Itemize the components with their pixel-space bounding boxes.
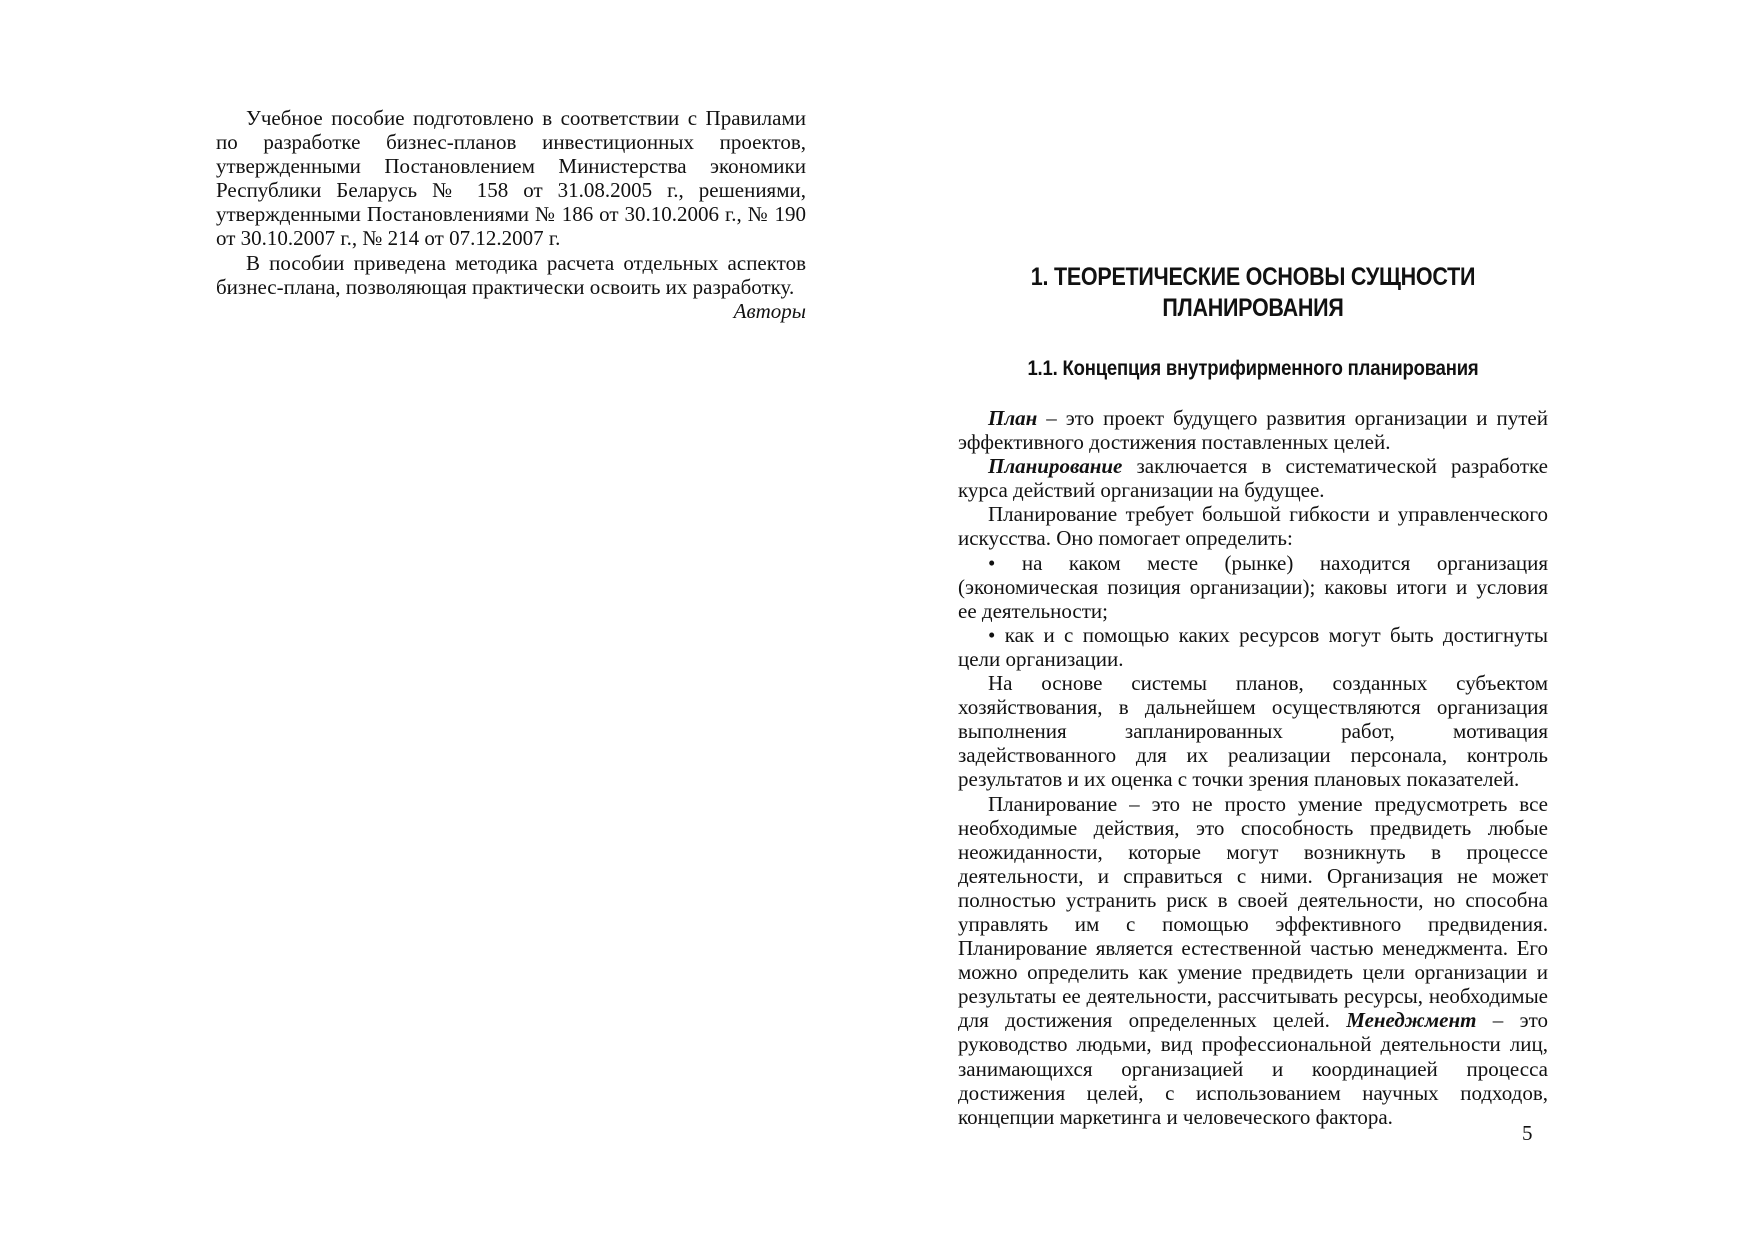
right-page: [958, 262, 1548, 1129]
authors-signature: Авторы: [733, 298, 806, 323]
definition-planning-text: заключается в систематической разработке курса действий организации на будущее.: [958, 454, 1548, 503]
term-planning: Планирование: [988, 454, 1123, 479]
chapter-title-line-1: 1. ТЕОРЕТИЧЕСКИЕ ОСНОВЫ СУЩНОСТИ: [1030, 263, 1476, 291]
plans-system-paragraph: На основе системы планов, созданных субъектом хозяйствования, в дальнейшем осуществляются организация выполнения запланированных работ, мотивация задействованного для их реализации персонала, контроль результатов и их оценка с точки зрения плановых показателей.: [958, 671, 1548, 792]
planning-management-text-a: Планирование – это не просто умение предусмотреть все необходимые действия, это способность предвидеть любые неожиданности, которые могут возникнуть в процессе деятельности, и справиться с ними. Организация не может полностью устранить риск в своей деятельности, но способна управлять им с помощью эффективного предвидения. Планирование является естественной частью менеджмента. Его можно определить как умение предвидеть цели организации и результаты ее деятельности, рассчитывать ресурсы, необходимые для достижения определенных целей.: [958, 791, 1548, 1033]
section-title: 1.1. Концепция внутрифирменного планирования: [1027, 357, 1479, 380]
term-management: Менеджмент: [1346, 1008, 1477, 1033]
bullet-item-2: • как и с помощью каких ресурсов могут быть достигнуты цели организации.: [958, 622, 1548, 671]
planning-management-text-b: – это руководство людьми, вид профессиональной деятельности лиц, занимающихся организацией и координацией процесса достижения целей, с использованием научных подходов, концепции маркетинга и человеческого фактора.: [958, 1008, 1548, 1129]
chapter-title: [999, 262, 1506, 324]
bullet-item-1: • на каком месте (рынке) находится организация (экономическая позиция организации); каковы итоги и условия ее деятельности;: [958, 550, 1548, 623]
term-plan: План: [988, 406, 1038, 430]
preface-paragraph-2: В пособии приведена методика расчета отдельных аспектов бизнес-плана, позволяющая практически освоить их разработку.: [216, 250, 806, 299]
definition-planning-paragraph: [958, 454, 1548, 502]
flexibility-paragraph: Планирование требует большой гибкости и управленческого искусства. Оно помогает определить:: [958, 502, 1548, 551]
chapter-title-line-2: ПЛАНИРОВАНИЯ: [1162, 294, 1344, 322]
page-number: 5: [1522, 1121, 1533, 1145]
left-page: [216, 106, 806, 323]
preface-paragraph-1: Учебное пособие подготовлено в соответствии с Правилами по разработке бизнес-планов инвестиционных проектов, утвержденными Постановлением Министерства экономики Республики Беларусь № 158 от 31.08.2005 г., решениями, утвержденными Постановлениями № 186 от 30.10.2006 г., № 190 от 30.10.2007 г., № 214 от 07.12.2007 г.: [216, 106, 806, 251]
definition-plan-paragraph: [958, 406, 1548, 454]
definition-plan-text: – это проект будущего развития организации и путей эффективного достижения поставленных целей.: [958, 406, 1548, 455]
planning-management-paragraph: [958, 792, 1548, 1129]
